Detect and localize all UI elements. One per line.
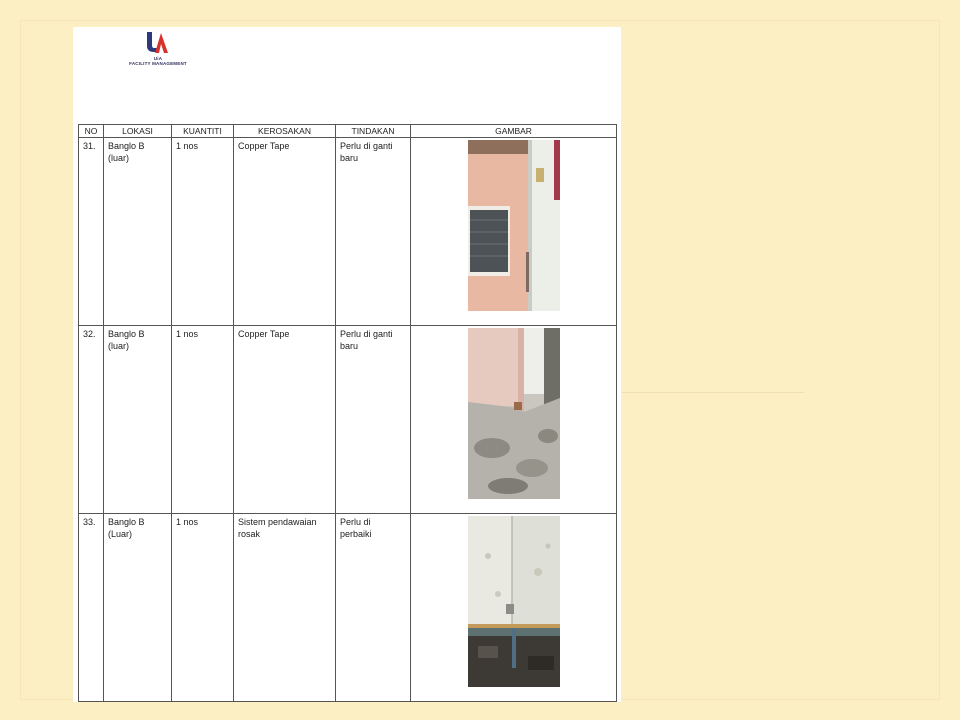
damage-report-table [78,124,617,702]
header-lokasi: LOKASI [104,125,172,138]
cell-kuantiti: 1 nos [172,514,234,702]
header-no: NO [79,125,104,138]
tindakan-line2: baru [340,153,359,163]
cell-kerosakan: Copper Tape [234,138,336,326]
tindakan-line1: Perlu di ganti [340,329,393,339]
lokasi-line2: (luar) [108,153,130,163]
cell-tindakan [336,514,411,702]
tindakan-line1: Perlu di [340,517,371,527]
table-row [79,138,617,326]
header-kuantiti: KUANTITI [172,125,234,138]
logo [118,29,198,73]
table-row [79,326,617,514]
kerosakan-line2: rosak [238,529,261,539]
cell-tindakan [336,326,411,514]
document-page [73,27,621,702]
wall-corner-floor-photo [468,328,560,499]
cell-gambar [411,138,617,326]
tindakan-line1: Perlu di ganti [340,141,393,151]
divider-line [622,392,804,393]
cell-kuantiti: 1 nos [172,138,234,326]
table-header-row [79,125,617,138]
table-row [79,514,617,702]
cell-lokasi [104,326,172,514]
cell-gambar [411,514,617,702]
cell-gambar [411,326,617,514]
cell-lokasi [104,138,172,326]
cell-tindakan [336,138,411,326]
cell-lokasi [104,514,172,702]
kerosakan-line1: Sistem pendawaian [238,517,317,527]
lokasi-line2: (luar) [108,341,130,351]
metal-panel-box-photo [468,516,560,687]
cell-kerosakan: Copper Tape [234,326,336,514]
lokasi-line1: Banglo B [108,141,145,151]
logo-text [118,56,198,66]
logo-text-line2: FACILITY MANAGEMENT [129,61,187,66]
header-gambar: GAMBAR [411,125,617,138]
cell-no: 31. [79,138,104,326]
cell-kuantiti: 1 nos [172,326,234,514]
lokasi-line2: (Luar) [108,529,133,539]
header-kerosakan: KEROSAKAN [234,125,336,138]
header-tindakan: TINDAKAN [336,125,411,138]
logo-mark-icon [144,29,170,55]
tindakan-line2: perbaiki [340,529,372,539]
tindakan-line2: baru [340,341,359,351]
lokasi-line1: Banglo B [108,329,145,339]
lokasi-line1: Banglo B [108,517,145,527]
logo-text-line1: UiA [153,56,163,61]
cell-no: 33. [79,514,104,702]
cell-no: 32. [79,326,104,514]
building-wall-window-photo [468,140,560,311]
cell-kerosakan [234,514,336,702]
